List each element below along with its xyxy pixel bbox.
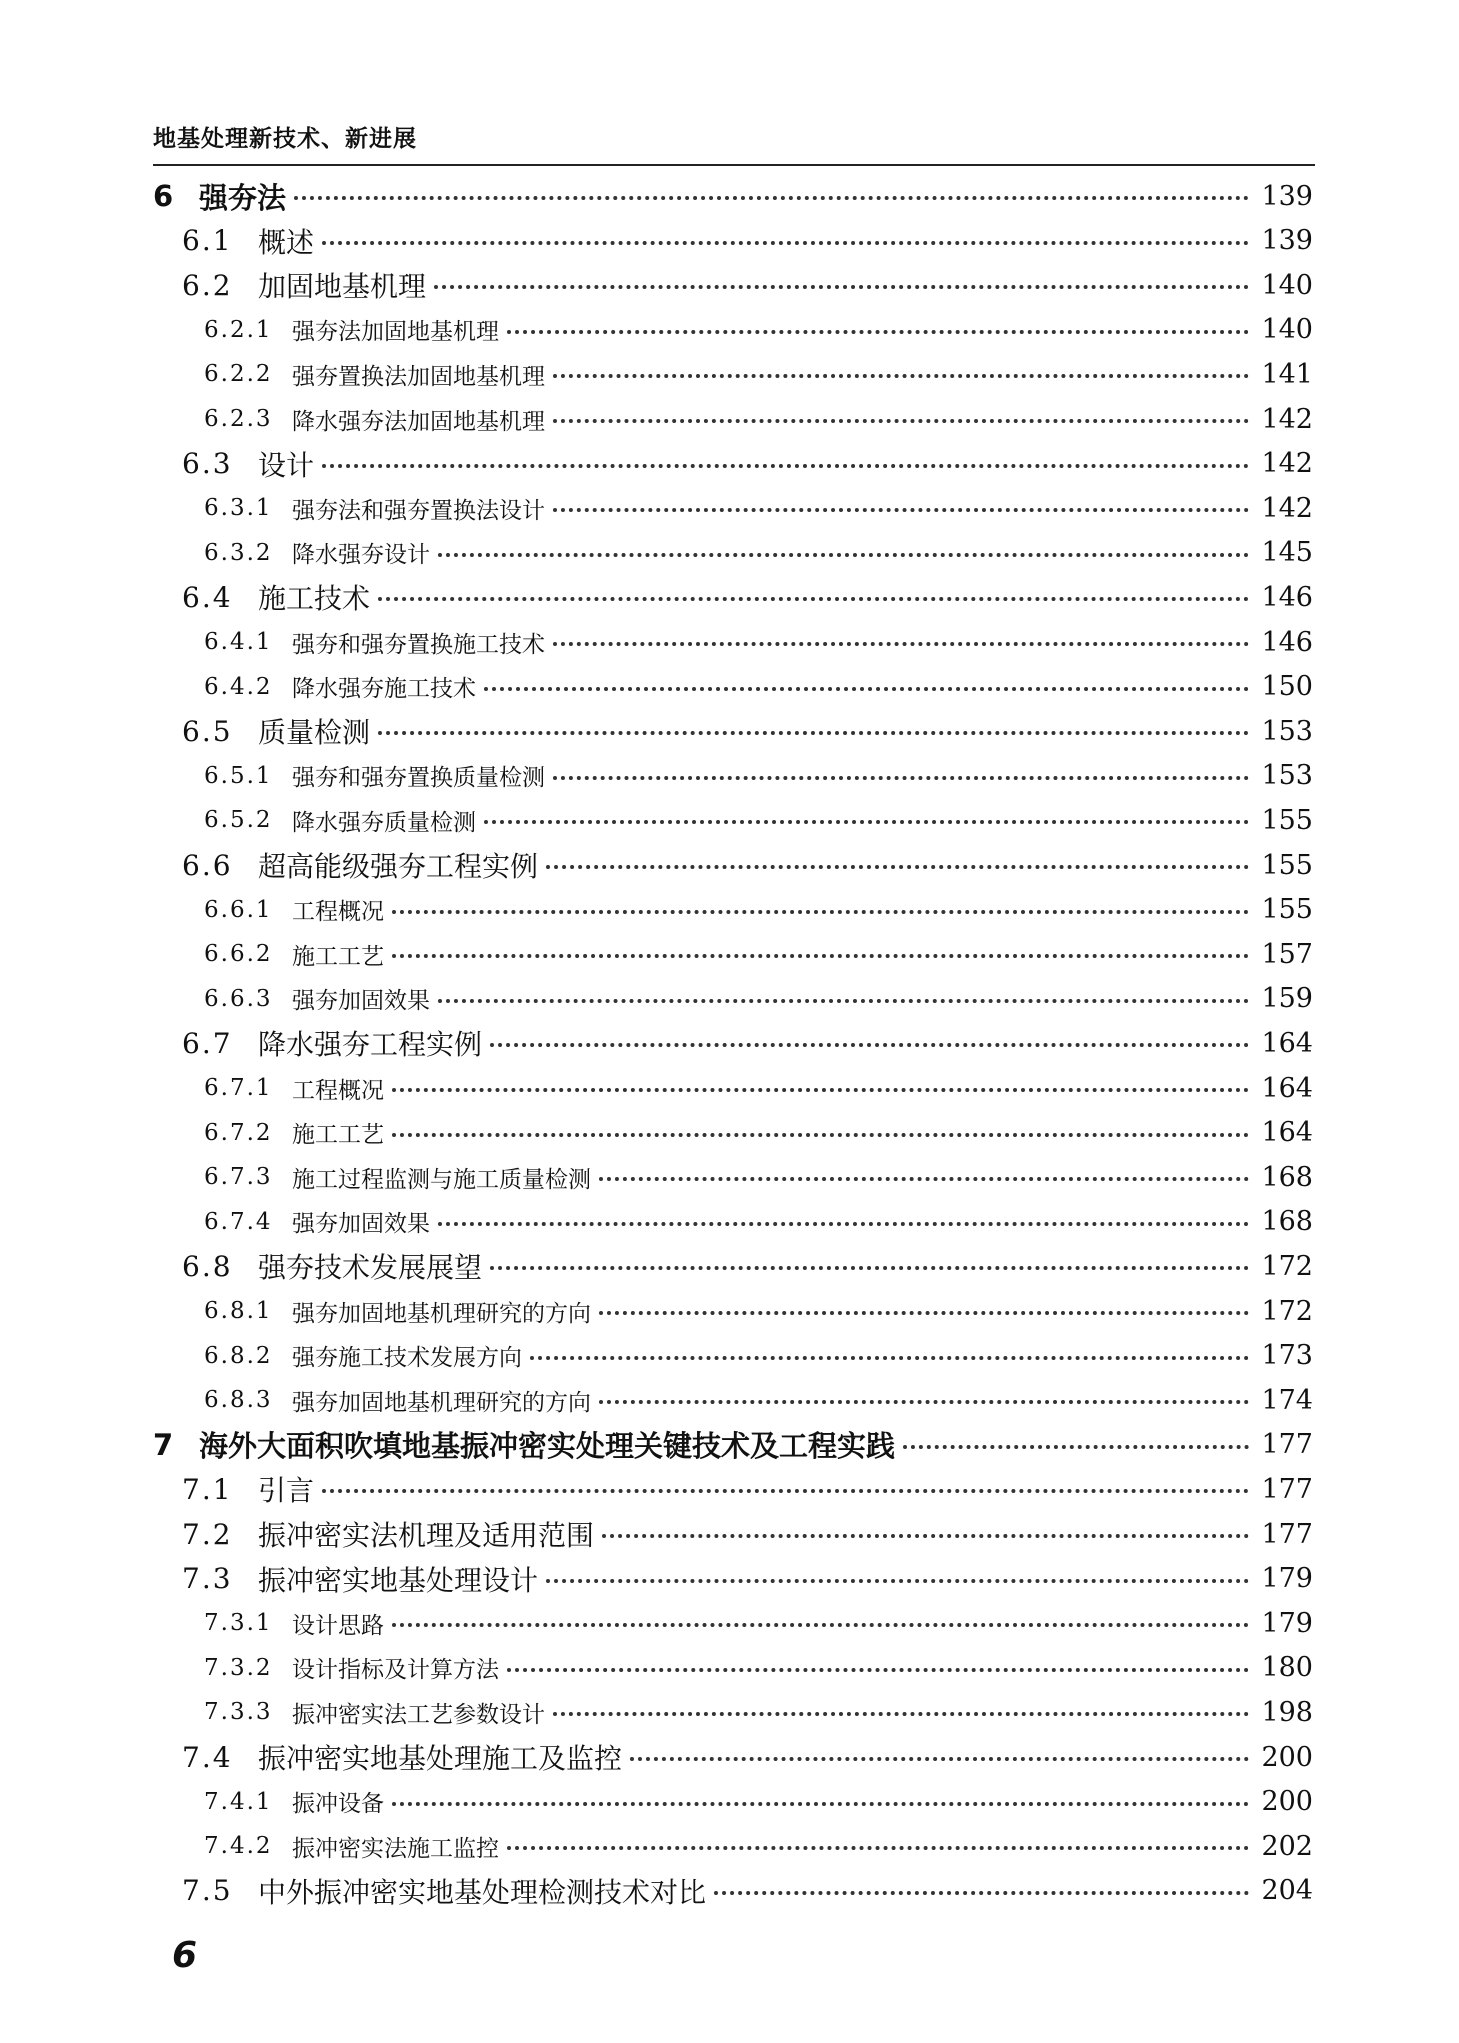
toc-section-title: 中外振冲密实地基处理检测技术对比 [258, 1875, 707, 1909]
toc-page-number: 142 [1261, 403, 1313, 435]
toc-section-title: 降水强夯质量检测 [292, 809, 476, 836]
toc-section-number: 7.3 [182, 1562, 233, 1596]
dot-leader [392, 1133, 1249, 1137]
toc-section-number: 7.2 [182, 1517, 233, 1551]
toc-section-title: 振冲密实地基处理施工及监控 [258, 1742, 623, 1775]
toc-page-number: 139 [1261, 180, 1313, 212]
dot-leader [294, 196, 1249, 200]
toc-section-number: 6.2.3 [204, 406, 273, 432]
toc-page-number: 153 [1261, 760, 1313, 792]
toc-entry-level3[interactable] [0, 1826, 1313, 1866]
dot-leader [392, 1802, 1249, 1806]
dot-leader [599, 1177, 1249, 1181]
toc-section-number: 7.4.1 [204, 1788, 273, 1815]
dot-leader [602, 1534, 1249, 1538]
toc-section-title: 海外大面积吹填地基振冲密实处理关键技术及工程实践 [199, 1429, 896, 1464]
toc-entry-level3[interactable] [0, 622, 1313, 662]
dot-leader [392, 910, 1249, 914]
toc-section-title: 施工过程监测与施工质量检测 [292, 1166, 591, 1193]
dot-leader [438, 553, 1249, 557]
toc-page-number: 153 [1261, 715, 1313, 747]
toc-section-number: 6.7 [182, 1026, 233, 1060]
toc-page-number: 139 [1261, 225, 1313, 257]
toc-entry-level3[interactable] [0, 1603, 1313, 1643]
toc-section-number: 7.4 [182, 1740, 233, 1774]
toc-entry-level3[interactable] [0, 1782, 1313, 1822]
toc-entry-level3[interactable] [0, 1291, 1313, 1331]
toc-page-number: 155 [1261, 849, 1313, 881]
toc-entry-level1[interactable] [0, 176, 1313, 216]
toc-section-number: 7.3.3 [204, 1699, 273, 1726]
toc-section-number: 7 [153, 1427, 174, 1462]
toc-section-number: 6.5.1 [204, 762, 273, 789]
toc-entry-level3[interactable] [0, 934, 1313, 974]
toc-section-number: 6.7.1 [204, 1075, 273, 1101]
toc-section-number: 7.3.2 [204, 1654, 273, 1681]
dot-leader [714, 1891, 1249, 1895]
toc-entry-level3[interactable] [0, 979, 1313, 1019]
dot-leader [553, 776, 1249, 780]
dot-leader [438, 999, 1249, 1003]
toc-section-title: 工程概况 [292, 899, 384, 926]
dot-leader [484, 820, 1249, 824]
toc-section-number: 6.7.3 [204, 1164, 273, 1191]
toc-page-number: 155 [1261, 804, 1313, 836]
toc-section-number: 6.2.1 [204, 316, 273, 343]
toc-section-title: 质量检测 [258, 716, 371, 750]
toc-entry-level2[interactable] [0, 577, 1313, 617]
dot-leader [903, 1445, 1249, 1449]
dot-leader [630, 1757, 1249, 1761]
toc-page-number: 198 [1261, 1696, 1313, 1728]
toc-entry-level3[interactable] [0, 399, 1313, 439]
toc-section-number: 6.3.1 [204, 495, 273, 522]
dot-leader [434, 285, 1249, 289]
toc-entry-level3[interactable] [0, 354, 1313, 394]
toc-page-number: 155 [1261, 894, 1313, 926]
toc-section-number: 6.3.2 [204, 539, 273, 566]
toc-entry-level1[interactable] [0, 1425, 1313, 1465]
toc-page-number: 200 [1261, 1741, 1313, 1773]
toc-section-number: 6.4.2 [204, 673, 273, 700]
dot-leader [392, 1088, 1249, 1092]
dot-leader [490, 1043, 1249, 1047]
dot-leader [378, 597, 1249, 601]
toc-section-title: 强夯加固效果 [292, 1211, 430, 1238]
toc-section-number: 6.8 [182, 1249, 233, 1283]
toc-section-number: 6.3 [182, 447, 233, 481]
toc-entry-level3[interactable] [0, 667, 1313, 707]
dot-leader [553, 1712, 1249, 1716]
toc-section-number: 6.6 [182, 848, 233, 882]
dot-leader [553, 374, 1249, 378]
header-rule [153, 164, 1315, 166]
toc-entry-level3[interactable] [0, 800, 1313, 840]
toc-entry-level3[interactable] [0, 1113, 1313, 1153]
dot-leader [322, 1489, 1249, 1493]
dot-leader [438, 1222, 1249, 1226]
toc-page-number: 141 [1261, 358, 1313, 390]
toc-page-number: 172 [1261, 1295, 1313, 1327]
toc-section-title: 降水强夯工程实例 [258, 1028, 483, 1062]
dot-leader [392, 1623, 1249, 1627]
toc-page-number: 200 [1261, 1786, 1313, 1818]
toc-page-number: 164 [1261, 1027, 1313, 1059]
toc-section-title: 振冲密实法机理及适用范围 [258, 1519, 595, 1552]
toc-section-number: 6.4.1 [204, 629, 273, 655]
dot-leader [546, 1579, 1249, 1583]
toc-page-number: 145 [1261, 537, 1313, 569]
toc-entry-level2[interactable] [0, 1023, 1313, 1063]
toc-page-number: 157 [1261, 938, 1313, 970]
toc-section-title: 强夯和强夯置换质量检测 [292, 765, 545, 792]
toc-section-title: 施工工艺 [292, 943, 384, 970]
toc-page-number: 164 [1261, 1072, 1313, 1104]
dot-leader [553, 642, 1249, 646]
toc-page-number: 140 [1261, 314, 1313, 346]
toc-section-title: 强夯法加固地基机理 [292, 319, 499, 346]
toc-entry-level3[interactable] [0, 1380, 1313, 1420]
toc-page-number: 179 [1261, 1607, 1313, 1639]
toc-entry-level2[interactable] [0, 1246, 1313, 1286]
toc-page-number: 150 [1261, 671, 1313, 703]
toc-entry-level2[interactable] [0, 1514, 1313, 1554]
toc-section-title: 加固地基机理 [258, 270, 427, 304]
toc-entry-level2[interactable] [0, 845, 1313, 885]
toc-entry-level3[interactable] [0, 1202, 1313, 1242]
toc-page-number: 179 [1261, 1563, 1313, 1595]
toc-section-title: 施工工艺 [292, 1122, 384, 1149]
toc-entry-level3[interactable] [0, 533, 1313, 573]
toc-section-number: 7.1 [182, 1472, 233, 1506]
toc-section-title: 强夯法 [199, 180, 287, 215]
toc-section-number: 6 [153, 179, 174, 213]
toc-entry-level3[interactable] [0, 890, 1313, 930]
toc-page-number: 172 [1261, 1250, 1313, 1282]
dot-leader [530, 1356, 1249, 1360]
toc-page-number: 174 [1261, 1384, 1313, 1416]
toc-page-number: 142 [1261, 492, 1313, 524]
toc-entry-level2[interactable] [0, 444, 1313, 484]
dot-leader [507, 1668, 1249, 1672]
toc-section-title: 降水强夯施工技术 [292, 676, 476, 703]
dot-leader [599, 1400, 1249, 1404]
toc-section-number: 6.8.1 [204, 1298, 273, 1324]
toc-section-number: 6.6.2 [204, 941, 273, 968]
toc-section-number: 6.5 [182, 714, 233, 748]
dot-leader [392, 954, 1249, 958]
toc-page-number: 180 [1261, 1652, 1313, 1684]
toc-page-number: 173 [1261, 1340, 1313, 1372]
toc-section-title: 引言 [258, 1474, 315, 1508]
toc-section-title: 强夯置换法加固地基机理 [292, 363, 545, 390]
toc-entry-level3[interactable] [0, 756, 1313, 796]
toc-entry-level3[interactable] [0, 488, 1313, 528]
toc-page-number: 164 [1261, 1117, 1313, 1149]
toc-page-number: 177 [1261, 1473, 1313, 1505]
toc-section-number: 6.2.2 [204, 361, 273, 388]
toc-entry-level2[interactable] [0, 1737, 1313, 1777]
dot-leader [378, 731, 1249, 735]
toc-section-title: 概述 [258, 225, 315, 259]
toc-page-number: 202 [1261, 1830, 1313, 1862]
dot-leader [553, 508, 1249, 512]
toc-section-number: 6.8.3 [204, 1387, 273, 1414]
toc-section-number: 6.4 [182, 580, 233, 614]
toc-section-title: 强夯法和强夯置换法设计 [292, 497, 545, 524]
toc-entry-level2[interactable] [0, 1559, 1313, 1599]
toc-page-number: 140 [1261, 269, 1313, 301]
toc-entry-level3[interactable] [0, 1692, 1313, 1732]
running-header: 地基处理新技术、新进展 [153, 126, 417, 152]
dot-leader [507, 1846, 1249, 1850]
toc-section-title: 施工技术 [258, 582, 371, 616]
toc-entry-level2[interactable] [0, 711, 1313, 751]
toc-page-number: 168 [1261, 1206, 1313, 1238]
toc-section-title: 振冲密实地基处理设计 [258, 1563, 539, 1597]
toc-section-title: 振冲密实法工艺参数设计 [292, 1701, 545, 1728]
toc-section-number: 6.6.3 [204, 985, 273, 1012]
toc-page-number: 142 [1261, 448, 1313, 480]
toc-section-number: 6.2 [182, 268, 233, 302]
toc-section-title: 振冲设备 [292, 1791, 384, 1818]
toc-page-number: 177 [1261, 1518, 1313, 1550]
toc-section-number: 7.5 [182, 1874, 233, 1908]
toc-entry-level2[interactable] [0, 1871, 1313, 1911]
toc-section-number: 6.5.2 [204, 807, 273, 834]
toc-section-title: 强夯技术发展展望 [258, 1251, 483, 1285]
toc-page-number: 168 [1261, 1161, 1313, 1193]
toc-section-title: 强夯加固地基机理研究的方向 [292, 1389, 591, 1416]
toc-entry-level2[interactable] [0, 221, 1313, 261]
toc-section-title: 强夯和强夯置换施工技术 [292, 631, 545, 658]
toc-entry-level3[interactable] [0, 1648, 1313, 1688]
toc-section-number: 7.3.1 [204, 1610, 273, 1637]
dot-leader [507, 330, 1249, 334]
toc-section-title: 强夯加固地基机理研究的方向 [292, 1300, 591, 1327]
page-number: 6 [172, 1935, 198, 1976]
toc-page-number: 146 [1261, 626, 1313, 658]
toc-section-title: 设计 [258, 448, 315, 482]
toc-entry-level2[interactable] [0, 265, 1313, 305]
toc-section-number: 6.7.2 [204, 1119, 273, 1146]
toc-section-title: 工程概况 [292, 1077, 384, 1104]
toc-entry-level2[interactable] [0, 1469, 1313, 1509]
toc-section-number: 6.8.2 [204, 1342, 273, 1369]
toc-section-number: 7.4.2 [204, 1833, 273, 1860]
toc-section-title: 降水强夯法加固地基机理 [292, 408, 545, 435]
toc-entry-level3[interactable] [0, 310, 1313, 350]
toc-section-title: 振冲密实法施工监控 [292, 1835, 499, 1862]
toc-page-number: 146 [1261, 581, 1313, 613]
dot-leader [322, 464, 1249, 468]
toc-entry-level3[interactable] [0, 1157, 1313, 1197]
toc-section-title: 降水强夯设计 [292, 542, 430, 569]
toc-section-title: 设计指标及计算方法 [292, 1657, 499, 1684]
dot-leader [490, 1266, 1249, 1270]
toc-section-number: 6.6.1 [204, 896, 273, 923]
toc-section-title: 强夯施工技术发展方向 [292, 1345, 522, 1372]
toc-section-title: 设计思路 [292, 1612, 384, 1639]
toc-page-number: 159 [1261, 983, 1313, 1015]
dot-leader [322, 241, 1249, 245]
toc-entry-level3[interactable] [0, 1068, 1313, 1108]
toc-page-number: 177 [1261, 1429, 1313, 1461]
dot-leader [553, 419, 1249, 423]
dot-leader [484, 687, 1249, 691]
toc-entry-level3[interactable] [0, 1336, 1313, 1376]
dot-leader [546, 865, 1249, 869]
dot-leader [599, 1311, 1249, 1315]
toc-section-title: 超高能级强夯工程实例 [258, 850, 539, 883]
toc-section-number: 6.7.4 [204, 1208, 273, 1235]
toc-page-number: 204 [1261, 1875, 1313, 1907]
toc-section-title: 强夯加固效果 [292, 988, 430, 1015]
toc-section-number: 6.1 [182, 224, 233, 258]
